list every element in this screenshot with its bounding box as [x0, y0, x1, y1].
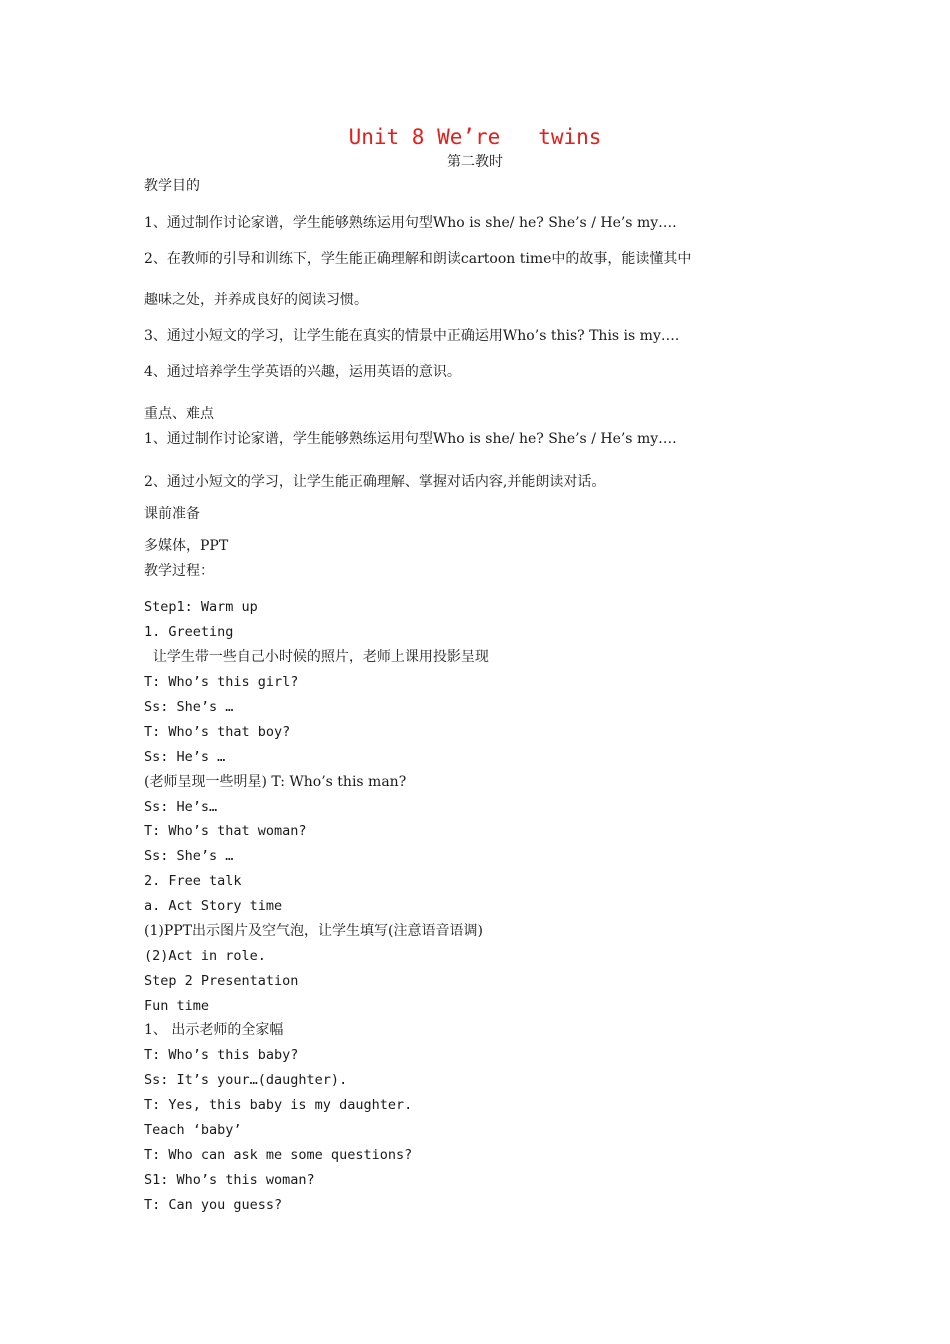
section-heading-process: 教学过程： — [144, 563, 214, 579]
process-line: Step1: Warm up — [144, 599, 258, 615]
process-line: Ss: It’s your…(daughter). — [144, 1072, 348, 1088]
process-line: 1. Greeting — [144, 624, 234, 640]
process-line: T: Can you guess? — [144, 1197, 283, 1213]
objective-3: 3、通过小短文的学习，让学生能在真实的情景中正确运用Who’s this? This is my…. — [144, 328, 680, 344]
process-line: Step 2 Presentation — [144, 973, 299, 989]
objective-2: 2、在教师的引导和训练下，学生能正确理解和朗读cartoon time中的故事，能读懂其中 — [144, 251, 692, 267]
process-line: T: Who’s this baby? — [144, 1047, 299, 1063]
process-line: T: Yes, this baby is my daughter. — [144, 1097, 413, 1113]
process-line: S1: Who’s this woman? — [144, 1172, 315, 1188]
document-title: Unit 8 We’re twins — [348, 125, 602, 149]
process-line: T: Who’s this girl? — [144, 674, 299, 690]
process-line: Ss: She’s … — [144, 699, 234, 715]
keypoint-1: 1、通过制作讨论家谱，学生能够熟练运用句型Who is she/ he? She’s / He’s my…. — [144, 431, 677, 447]
objective-1: 1、通过制作讨论家谱，学生能够熟练运用句型Who is she/ he? She’s / He’s my…. — [144, 215, 677, 231]
preparation-text: 多媒体，PPT — [144, 538, 229, 554]
process-line: T: Who’s that woman? — [144, 823, 307, 839]
process-line: Ss: He’s… — [144, 799, 218, 815]
document-subtitle: 第二教时 — [447, 154, 503, 170]
process-line: Fun time — [144, 998, 210, 1014]
process-line: 1、 出示老师的全家幅 — [144, 1022, 284, 1038]
objective-2-cont: 趣味之处，并养成良好的阅读习惯。 — [144, 292, 368, 308]
process-line: (老师呈现一些明星) T: Who’s this man? — [144, 774, 407, 790]
process-line: T: Who’s that boy? — [144, 724, 291, 740]
process-line: 2. Free talk — [144, 873, 242, 889]
process-line: Ss: He’s … — [144, 749, 226, 765]
section-heading-preparation: 课前准备 — [144, 506, 200, 522]
process-line: 让学生带一些自己小时候的照片，老师上课用投影呈现 — [144, 649, 489, 665]
process-line: T: Who can ask me some questions? — [144, 1147, 413, 1163]
process-line: Teach ‘baby’ — [144, 1122, 242, 1138]
keypoint-2: 2、通过小短文的学习，让学生能正确理解、掌握对话内容,并能朗读对话。 — [144, 474, 606, 490]
section-heading-objectives: 教学目的 — [144, 178, 200, 194]
process-line: (1)PPT出示图片及空气泡，让学生填写(注意语音语调) — [144, 923, 483, 939]
process-line: Ss: She’s … — [144, 848, 234, 864]
process-line: a. Act Story time — [144, 898, 283, 914]
section-heading-keypoints: 重点、难点 — [144, 406, 214, 422]
objective-4: 4、通过培养学生学英语的兴趣，运用英语的意识。 — [144, 364, 461, 380]
process-line: (2)Act in role. — [144, 948, 266, 964]
